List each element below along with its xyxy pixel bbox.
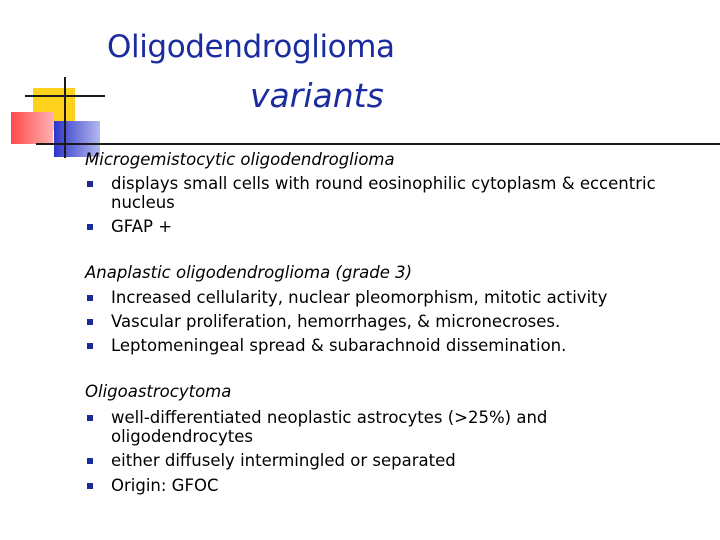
- bullet-square-icon: [87, 483, 93, 489]
- bullet-square-icon: [87, 415, 93, 421]
- section-heading-anaplastic: Anaplastic oligodendroglioma (grade 3): [85, 263, 413, 282]
- bullet-square-icon: [87, 319, 93, 325]
- title-divider-line: [36, 143, 720, 145]
- section-heading-microgemistocytic: Microgemistocytic oligodendroglioma: [85, 150, 395, 169]
- bullet-text: Leptomeningeal spread & subarachnoid dissemination.: [111, 336, 567, 355]
- bullet-square-icon: [87, 295, 93, 301]
- section-heading-oligoastrocytoma: Oligoastrocytoma: [85, 382, 232, 401]
- bullet-square-icon: [87, 181, 93, 187]
- bullet-text: well-differentiated neoplastic astrocytes (>25%) and oligodendrocytes: [111, 408, 548, 446]
- decor-red-square: [11, 112, 53, 144]
- bullet-text: either diffusely intermingled or separated: [111, 451, 456, 470]
- decor-short-horizontal-line: [25, 95, 105, 97]
- bullet-text: Increased cellularity, nuclear pleomorphism, mitotic activity: [111, 288, 608, 307]
- bullet-square-icon: [87, 458, 93, 464]
- slide-title-line-1: Oligodendroglioma: [107, 29, 395, 65]
- bullet-text: displays small cells with round eosinophilic cytoplasm & eccentric nucleus: [111, 174, 656, 212]
- bullet-text: GFAP +: [111, 217, 173, 236]
- decor-vertical-line: [64, 77, 66, 158]
- bullet-square-icon: [87, 224, 93, 230]
- bullet-square-icon: [87, 343, 93, 349]
- slide-title-line-2: variants: [250, 76, 384, 115]
- bullet-text: Origin: GFOC: [111, 476, 219, 495]
- bullet-text: Vascular proliferation, hemorrhages, & micronecroses.: [111, 312, 561, 331]
